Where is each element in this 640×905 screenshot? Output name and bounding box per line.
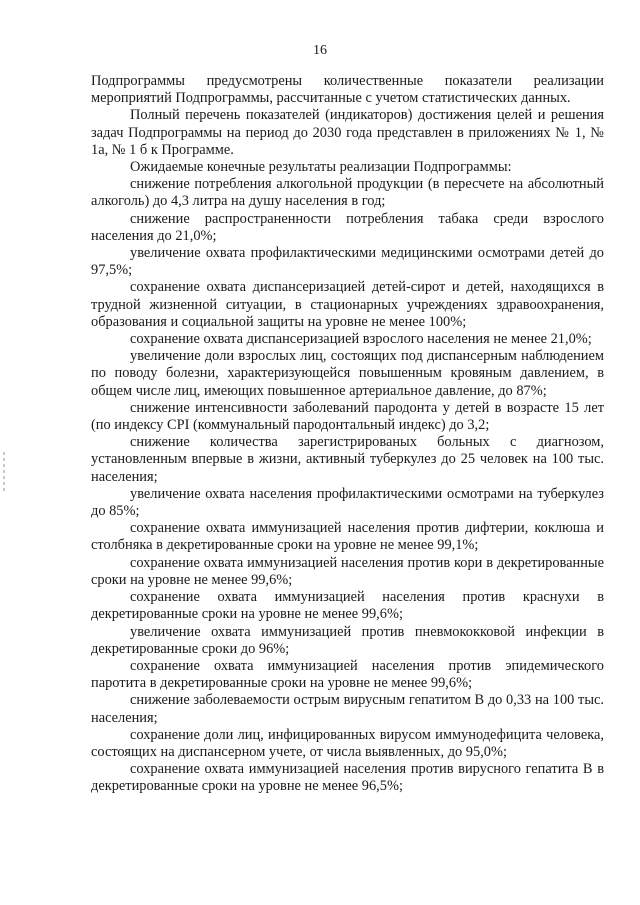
document-body — [91, 73, 604, 796]
paragraph: Подпрограммы предусмотрены количественные показатели реализации мероприятий Подпрограммы, рассчитанные с учетом статистических данных. — [91, 73, 604, 107]
paragraph: сохранение охвата диспансеризацией взрослого населения не менее 21,0%; — [130, 331, 592, 348]
paragraph: Полный перечень показателей (индикаторов) достижения целей и решения задач Подпрограммы на период до 2030 года представлен в приложениях № 1, № 1а, № 1 б к Программе. — [91, 107, 604, 158]
page-number: 16 — [313, 43, 327, 58]
paragraph: снижение количества зарегистрированых больных с диагнозом, установленным впервые в жизни, активный туберкулез до 25 человек на 100 тыс. населения; — [91, 434, 604, 485]
paragraph: увеличение доли взрослых лиц, состоящих под диспансерным наблюдением по поводу болезни, характеризующейся повышенным кровяным давлением, в общем числе лиц, имеющих повышенное артериальное давление, до 87%; — [91, 348, 604, 399]
scan-edge-mark — [3, 452, 5, 492]
paragraph: сохранение охвата иммунизацией населения против вирусного гепатита В в декретированные сроки на уровне не менее 96,5%; — [91, 761, 604, 795]
paragraph: сохранение охвата иммунизацией населения против краснухи в декретированные сроки на уровне не менее 99,6%; — [91, 589, 604, 623]
paragraph: увеличение охвата профилактическими медицинскими осмотрами детей до 97,5%; — [91, 245, 604, 279]
paragraph: сохранение охвата диспансеризацией детей-сирот и детей, находящихся в трудной жизненной ситуации, в стационарных учреждениях здравоохранения, образования и социальной защиты на уровне не менее 100%; — [91, 279, 604, 330]
paragraph: сохранение охвата иммунизацией населения против кори в декретированные сроки на уровне не менее 99,6%; — [91, 554, 604, 588]
paragraph: снижение заболеваемости острым вирусным гепатитом В до 0,33 на 100 тыс. населения; — [91, 692, 604, 726]
paragraph: увеличение охвата населения профилактическими осмотрами на туберкулез до 85%; — [91, 485, 604, 520]
paragraph: сохранение охвата иммунизацией населения против дифтерии, коклюша и столбняка в декретированные сроки на уровне не менее 99,1%; — [91, 520, 604, 554]
paragraph: снижение распространенности потребления табака среди взрослого населения до 21,0%; — [91, 210, 604, 244]
paragraph: сохранение охвата иммунизацией населения против эпидемического паротита в декретированные сроки на уровне не менее 99,6%; — [91, 657, 604, 692]
paragraph: Ожидаемые конечные результаты реализации Подпрограммы: — [130, 159, 512, 176]
paragraph: сохранение доли лиц, инфицированных вирусом иммунодефицита человека, состоящих на диспансерном учете, от числа выявленных, до 95,0%; — [91, 726, 604, 760]
paragraph: снижение интенсивности заболеваний пародонта у детей в возрасте 15 лет (по индексу CPI (коммунальный пародонтальный индекс) до 3,2; — [91, 399, 604, 434]
paragraph: увеличение охвата иммунизацией против пневмококковой инфекции в декретированные сроки до 96%; — [91, 623, 604, 657]
paragraph: снижение потребления алкогольной продукции (в пересчете на абсолютный алкоголь) до 4,3 литра на душу населения в год; — [91, 176, 604, 210]
